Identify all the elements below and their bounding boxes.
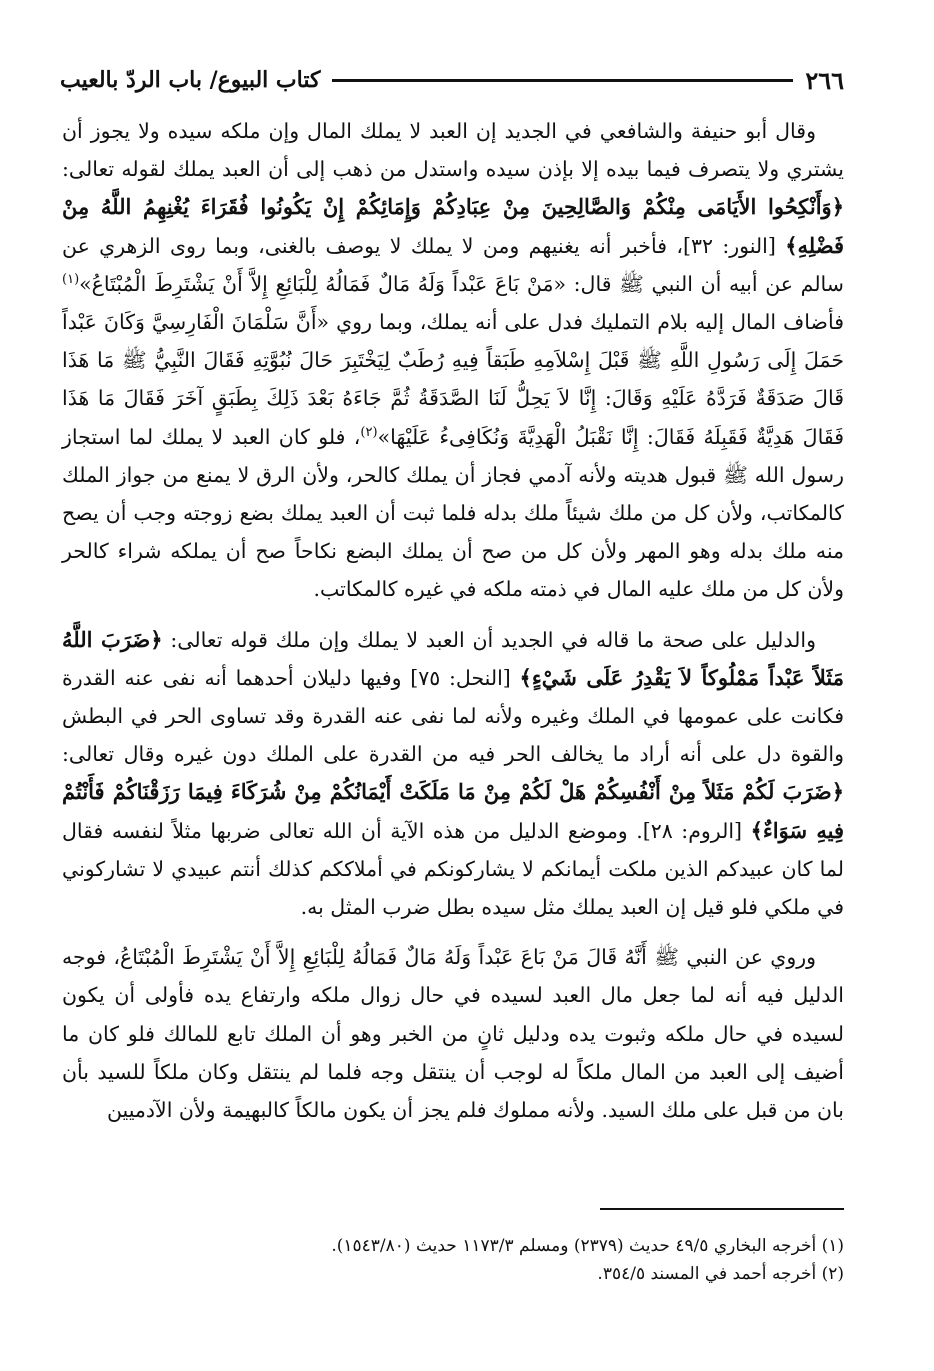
paragraph-1	[62, 112, 844, 609]
text-segment: وروي عن النبي ﷺ	[646, 945, 817, 970]
text-segment: ، فلو كان العبد لا يملك لما استجاز رسول الله ﷺ قبول هديته ولأنه آدمي فجاز أن يملك كالحر، ولأن الرق لا يمنع من جواز الملك كالمكاتب، ولأن كل من ملك شيئاً ملك بدله فلما ثبت أن العبد يملك بضع زوجته وجب أن يصح منه ملك بدله وهو المهر ولأن كل من صح أن يملك البضع نكاحاً صح أن يملكه شراء كالحر ولأن كل من ملك عليه المال في ذمته ملكه في غيره كالمكاتب.	[62, 424, 844, 602]
text-segment: والدليل على صحة ما قاله في الجديد أن العبد لا يملك وإن ملك قوله تعالى:	[162, 627, 816, 652]
quran-verse: ﴿ضَرَبَ لَكُمْ مَثَلاً مِنْ أَنْفُسِكُمْ هَلْ لَكُمْ مِنْ مَا مَلَكَتْ أَيْمَانُكُمْ مِنْ شُرَكَاءَ فِيمَا رَزَقْنَاكُمْ فَأَنْتُمْ فِيهِ سَوَاءٌ﴾	[62, 779, 844, 843]
hadith-quote: «أَنَّ سَلْمَانَ الْفَارِسِيَّ وَكَانَ عَبْداً حَمَلَ إِلَى رَسُولِ اللَّهِ ﷺ قَبْلَ إِسْلاَمِهِ طَبَقاً فِيهِ رُطَبٌ لِيَخْتَبِرَ حَالَ نُبُوَّتِهِ فَقَالَ النَّبِيُّ ﷺ مَا هَذَا قَالَ صَدَقَةٌ فَرَدَّهُ عَلَيْهِ وَقَالَ: إِنَّا لاَ يَحِلُّ لَنَا الصَّدَقَةُ ثُمَّ جَاءَهُ بَعْدَ ذَلِكَ بِطَبَقٍ آخَرَ فَقَالَ مَا هَذَا فَقَالَ هَدِيَّةٌ فَقَبِلَهُ فَقَالَ: إِنَّا نَقْبَلُ الْهَدِيَّةَ وَنُكَافِىءُ عَلَيْهَا»	[62, 310, 844, 449]
quran-verse: ﴿وَأَنْكِحُوا الأَيَامَى مِنْكُمْ وَالصَّالِحِينَ مِنْ عِبَادِكُمْ وَإِمَائِكُمْ إِنْ يَكُونُوا فُقَرَاءَ يُغْنِهِمُ اللَّهُ مِنْ فَضْلِهِ﴾	[62, 194, 844, 258]
hadith-quote: «مَنْ بَاعَ عَبْداً وَلَهُ مَالٌ فَمَالُهُ لِلْبَائِعِ إِلاَّ أَنْ يَشْتَرِطَ الْمُبْتَاعُ»	[79, 271, 566, 296]
text-segment: [النور: ٣٢]، فأخبر أنه يغنيهم ومن لا يملك لا يوصف بالغنى، وبما روى الزهري عن سالم عن أبيه أن النبي ﷺ قال:	[62, 233, 844, 296]
main-text	[62, 112, 844, 1129]
page-number: ٢٦٦	[805, 65, 844, 95]
text-segment: فأضاف المال إليه بلام التمليك فدل على أنه يملك، وبما روي	[329, 310, 845, 335]
text-segment: [النحل: ٧٥] وفيها دليلان أحدهما أنه نفى عنه القدرة فكانت على عمومها في الملك وغيره ولأنه لما نفى عنه القدرة وقد تساوى الحر في البطش والقوة دل على أنه أراد ما يخالف الحر فيه من القدرة على الملك دون غيره وقال تعالى:	[62, 665, 844, 767]
footnotes	[62, 1232, 844, 1288]
text-segment: وقال أبو حنيفة والشافعي في الجديد إن العبد لا يملك المال وإن ملكه سيده ولا يجوز أن يشتري ولا يتصرف فيما بيده إلا بإذن سيده واستدل من ذهب إلى أن العبد يملك لقوله تعالى:	[62, 119, 844, 182]
paragraph-2	[62, 621, 844, 927]
footnote-separator	[600, 1208, 844, 1210]
paragraph-3	[62, 938, 844, 1129]
hadith-quote: أَنَّهُ قَالَ مَنْ بَاعَ عَبْداً وَلَهُ مَالٌ فَمَالُهُ لِلْبَائِعِ إِلاَّ أَنْ يَشْتَرِطَ الْمُبْتَاعُ	[120, 945, 647, 970]
footnote-1: (١) أخرجه البخاري ٤٩/٥ حديث (٢٣٧٩) ومسلم ١١٧٣/٣ حديث (١٥٤٣/٨٠).	[331, 1236, 844, 1256]
footnote-ref-1: (١)	[62, 271, 80, 287]
footnote-ref-2: (٢)	[360, 424, 378, 440]
text-segment: [الروم: ٢٨]. وموضع الدليل من هذه الآية أن الله تعالى ضربها مثلاً لنفسه فقال لما كان عبيدكم الذين ملكت أيمانكم لا يشاركونكم في أملاككم كذلك أنتم عبيدي لا تشاركوني في ملكي فلو قيل إن العبد يملك مثل سيده بطل ضرب المثل به.	[62, 818, 844, 920]
running-header	[60, 60, 844, 100]
chapter-title: كتاب البيوع/ باب الردّ بالعيب	[60, 67, 321, 93]
quran-verse: ﴿ضَرَبَ اللَّهُ مَثَلاً عَبْداً مَمْلُوكاً لاَ يَقْدِرُ عَلَى شَيْءٍ﴾	[62, 626, 844, 690]
header-rule	[332, 79, 793, 82]
footnote-2: (٢) أخرجه أحمد في المسند ٣٥٤/٥.	[597, 1264, 844, 1284]
text-segment: ، فوجه الدليل فيه أنه لما جعل مال العبد لسيده في حال زوال ملكه وارتفاع يده فأولى أن يكون لسيده في حال ملكه وثبوت يده ودليل ثانٍ من الخبر وهو أن الملك تابع للمالك فلو كان ما أضيف إلى العبد من المال ملكاً له لوجب أن ينتقل وجه فلما لم ينتقل وكان ملكاً للسيد بأن بان من قبل على ملك السيد. ولأنه مملوك فلم يجز أن يكون مالكاً كالبهيمة ولأن الآدميين	[62, 945, 844, 1123]
